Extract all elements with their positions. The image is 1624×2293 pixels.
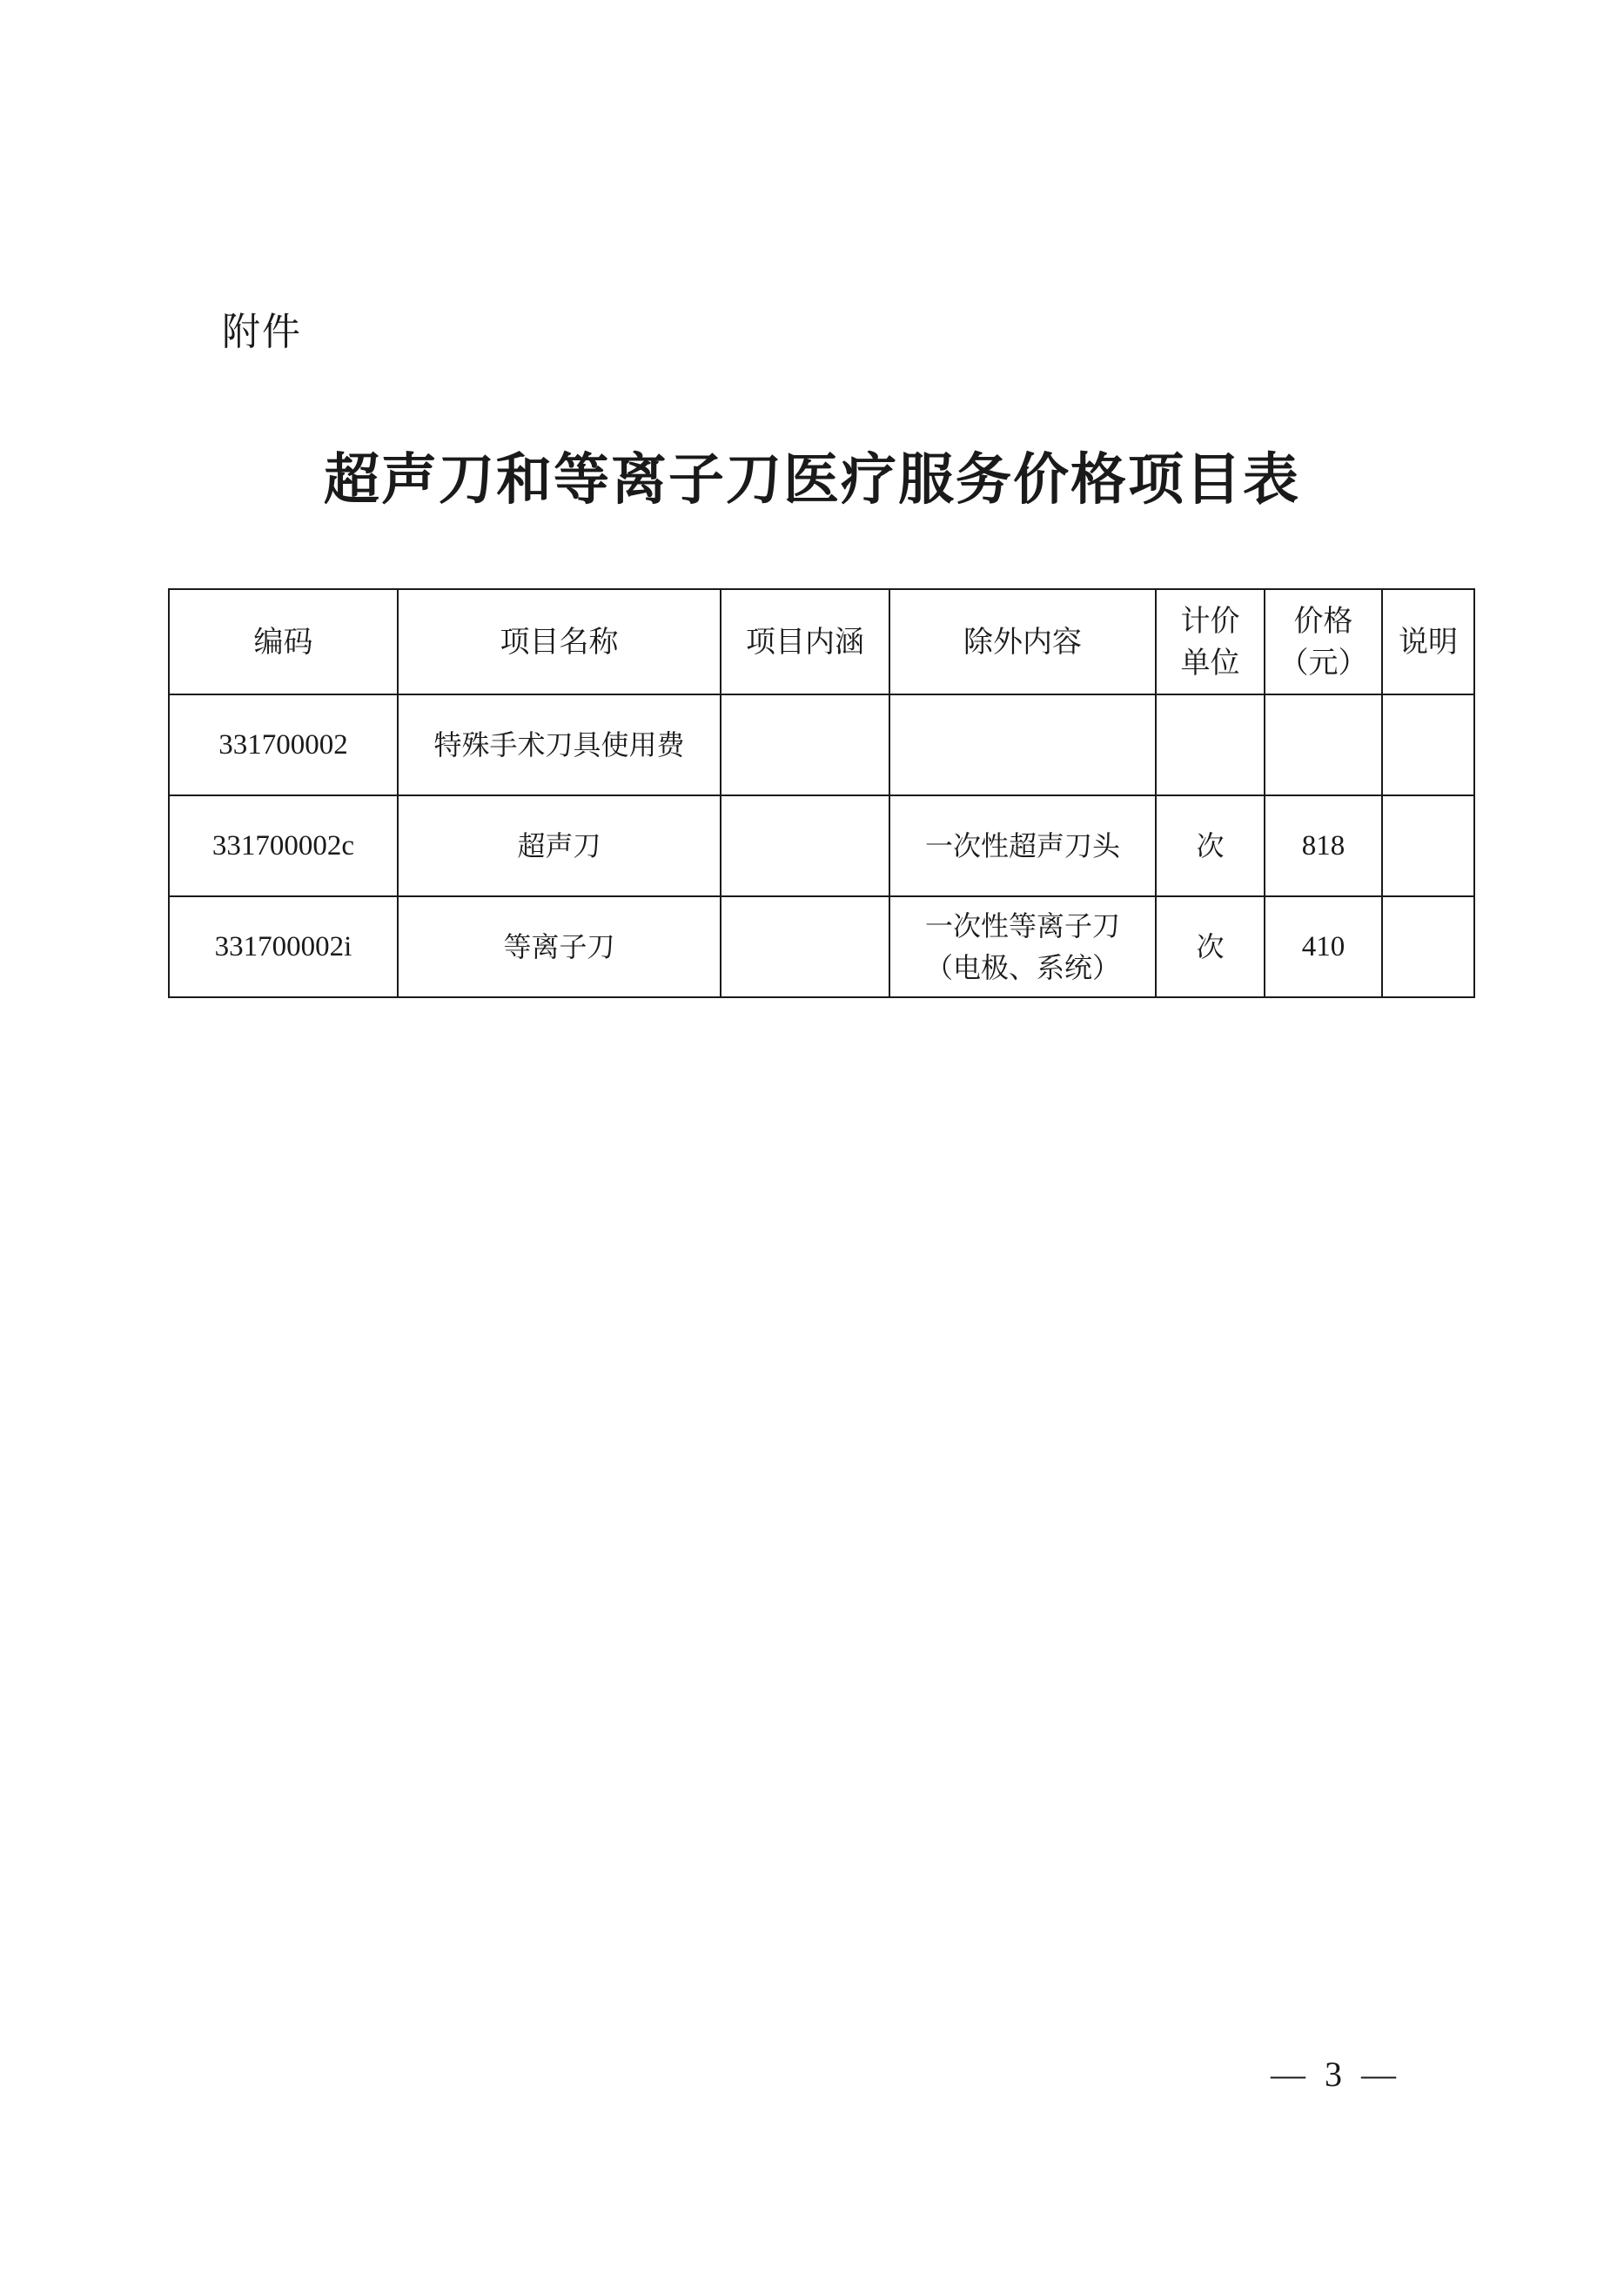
header-row (169, 589, 1474, 694)
header-code: 编码 (169, 589, 398, 694)
content-cell (721, 896, 889, 997)
price-cell (1265, 694, 1382, 795)
header-price: 价格 （元） (1265, 589, 1382, 694)
exclusion-cell: 一次性等离子刀 （电极、系统） (889, 896, 1156, 997)
price-cell: 410 (1265, 896, 1382, 997)
unit-cell: 次 (1156, 896, 1265, 997)
unit-cell: 次 (1156, 795, 1265, 896)
note-cell (1382, 795, 1474, 896)
price-cell: 818 (1265, 795, 1382, 896)
exclusion-cell (889, 694, 1156, 795)
code-cell: 331700002i (169, 896, 398, 997)
header-content: 项目内涵 (721, 589, 889, 694)
header-note: 说明 (1382, 589, 1474, 694)
name-cell: 等离子刀 (398, 896, 721, 997)
unit-cell (1156, 694, 1265, 795)
name-cell: 特殊手术刀具使用费 (398, 694, 721, 795)
table-row (169, 795, 1474, 896)
table-row (169, 694, 1474, 795)
table-row (169, 896, 1474, 997)
name-cell: 超声刀 (398, 795, 721, 896)
price-table (168, 588, 1475, 998)
page-number: — 3 — (1271, 2055, 1401, 2094)
code-cell: 331700002c (169, 795, 398, 896)
note-cell (1382, 896, 1474, 997)
header-name: 项目名称 (398, 589, 721, 694)
attachment-label: 附件 (222, 310, 302, 354)
code-cell: 331700002 (169, 694, 398, 795)
content-cell (721, 795, 889, 896)
exclusion-cell: 一次性超声刀头 (889, 795, 1156, 896)
header-exclusion: 除外内容 (889, 589, 1156, 694)
note-cell (1382, 694, 1474, 795)
page-title: 超声刀和等离子刀医疗服务价格项目表 (324, 447, 1300, 513)
header-unit: 计价 单位 (1156, 589, 1265, 694)
content-cell (721, 694, 889, 795)
